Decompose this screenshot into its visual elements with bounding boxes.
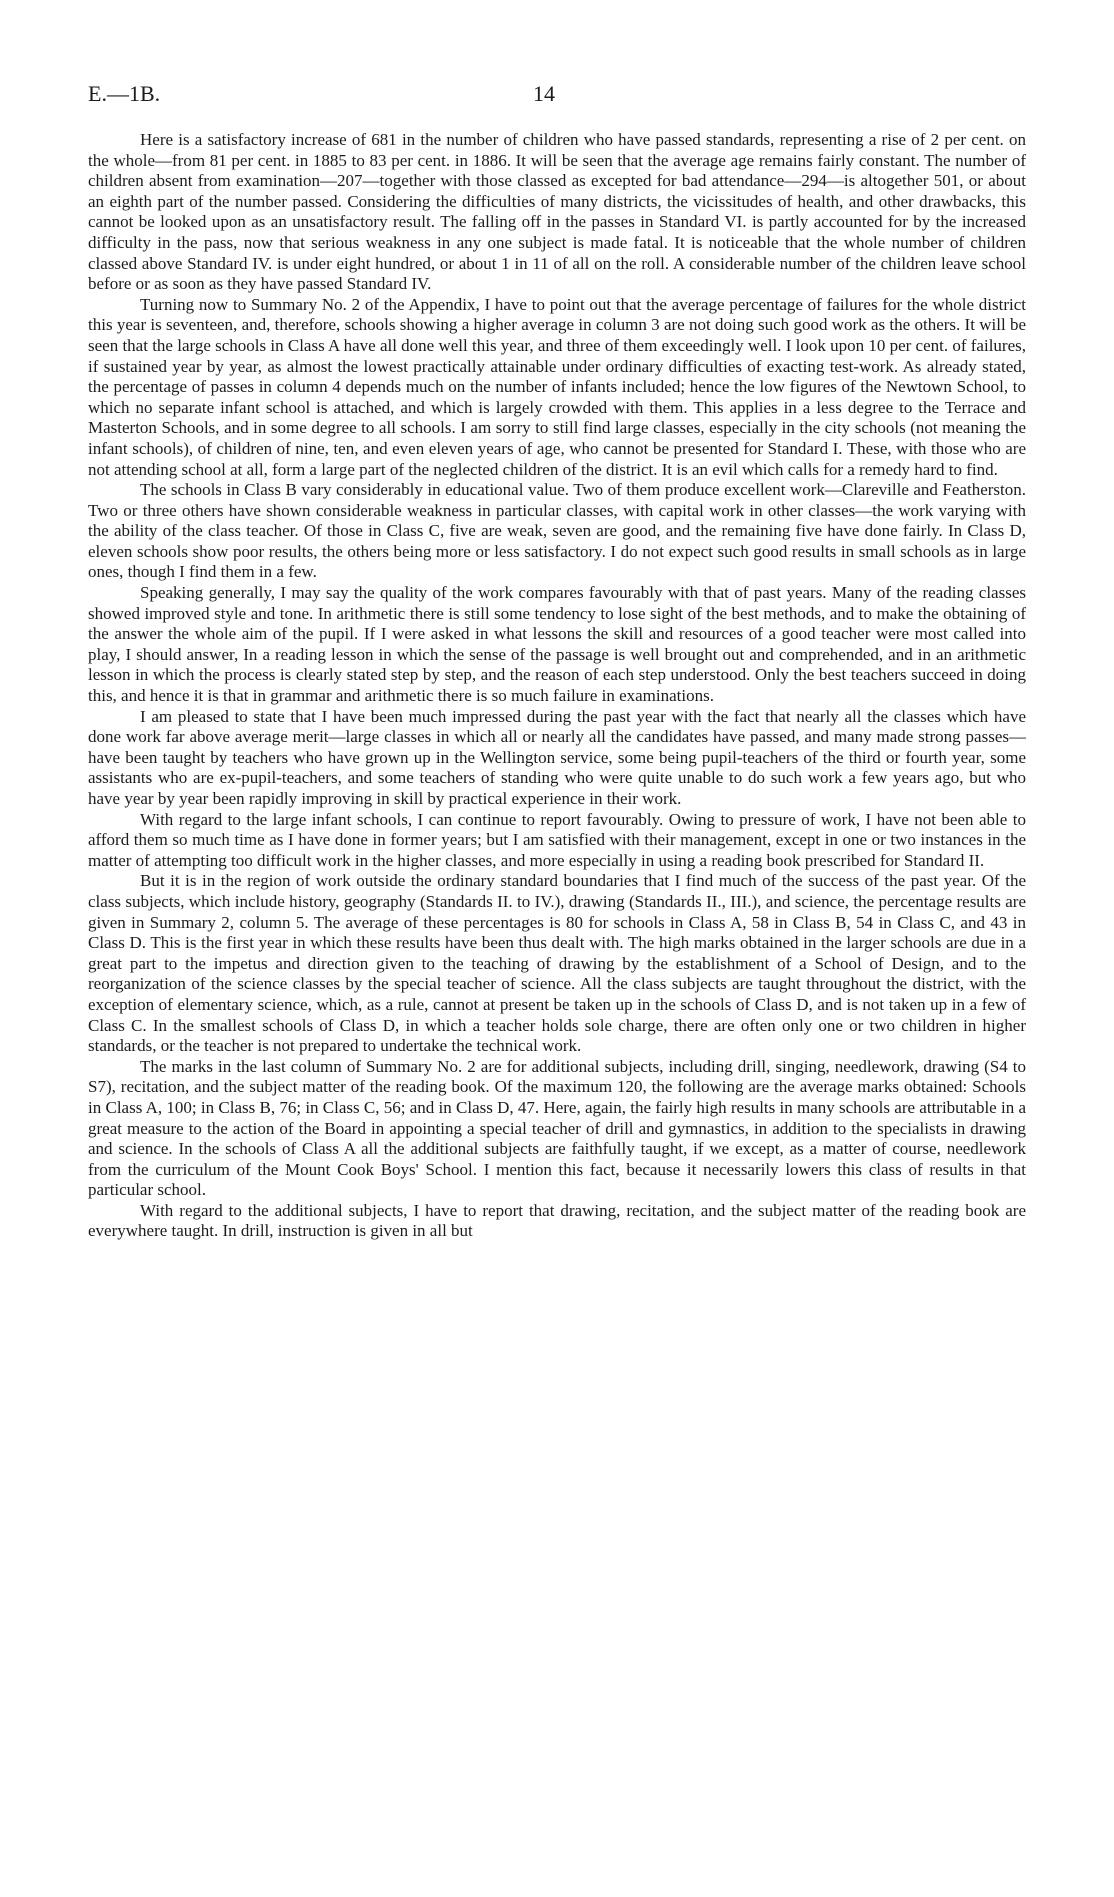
paragraph-class-b-schools: The schools in Class B vary considerably in educational value. Two of them produce excellent work—Clareville and Featherston. Two or three others have shown considerable weakness in particular classes, with capital work in other classes—the work varying with the ability of the class teacher. Of those in Class C, five are weak, seven are good, and the remaining five have done fairly. In Class D, eleven schools show poor results, the others being more or less satisfactory. I do not expect such good results in small schools as in large ones, though I find them in a few. bbox=[88, 480, 1026, 582]
paragraph-additional-marks: The marks in the last column of Summary No. 2 are for additional subjects, including drill, singing, needlework, drawing (S4 to S7), recitation, and the subject matter of the reading book. Of the maximum 120, the following are the average marks obtained: Schools in Class A, 100; in Class B, 76; in Class C, 56; and in Class D, 47. Here, again, the fairly high results in many schools are attributable in a great measure to the action of the Board in appointing a special teacher of drill and gymnastics, in addition to the specialists in drawing and science. In the schools of Class A all the additional subjects are faithfully taught, if we except, as a matter of course, needlework from the curriculum of the Mount Cook Boys' School. I mention this fact, because it necessarily lowers this class of results in that particular school. bbox=[88, 1056, 1026, 1200]
paragraph-standards-passed: Here is a satisfactory increase of 681 in the number of children who have passed standards, representing a rise of 2 per cent. on the whole—from 81 per cent. in 1885 to 83 per cent. in 1886. It will be seen that the average age remains fairly constant. The number of children absent from examination—207—together with those classed as excepted for bad attendance—294—is altogether 501, or about an eighth part of the number passed. Considering the difficulties of many districts, the vicissitudes of health, and other drawbacks, this cannot be looked upon as an unsatisfactory result. The falling off in the passes in Standard VI. is partly accounted for by the increased difficulty in the pass, now that serious weakness in any one subject is made fatal. It is noticeable that the whole number of children classed above Standard IV. is under eight hundred, or about 1 in 11 of all on the roll. A considerable number of the children leave school before or as soon as they have passed Standard IV. bbox=[88, 130, 1026, 294]
paragraph-teachers: I am pleased to state that I have been much impressed during the past year with the fact that nearly all the classes which have done work far above average merit—large classes in which all or nearly all the candidates have passed, and many made strong passes—have been taught by teachers who have grown up in the Wellington service, some being pupil-teachers of the third or fourth year, some assistants who are ex-pupil-teachers, and some teachers of standing who were quite unable to do such work a few years ago, but who have year by year been rapidly improving in skill by practical experience in their work. bbox=[88, 706, 1026, 808]
paragraph-quality-of-work: Speaking generally, I may say the quality of the work compares favourably with that of past years. Many of the reading classes showed improved style and tone. In arithmetic there is still some tendency to lose sight of the best methods, and to make the obtaining of the answer the whole aim of the pupil. If I were asked in what lessons the skill and resources of a good teacher were most called into play, I should answer, In a reading lesson in which the sense of the passage is well brought out and comprehended, and in an arithmetic lesson in which the process is clearly stated step by step, and the reason of each step understood. Only the best teachers succeed in doing this, and hence it is that in grammar and arithmetic there is so much failure in examinations. bbox=[88, 583, 1026, 706]
paragraph-additional-subjects: With regard to the additional subjects, I have to report that drawing, recitation, and the subject matter of the reading book are everywhere taught. In drill, instruction is given in all but bbox=[88, 1200, 1026, 1241]
paragraph-class-subjects: But it is in the region of work outside the ordinary standard boundaries that I find much of the success of the past year. Of the class subjects, which include history, geography (Standards II. to IV.), drawing (Standards II., III.), and science, the percentage results are given in Summary 2, column 5. The average of these percentages is 80 for schools in Class A, 58 in Class B, 54 in Class C, and 43 in Class D. This is the first year in which these results have been thus dealt with. The high marks obtained in the larger schools are due in a great part to the impetus and direction given to the teaching of drawing by the establishment of a School of Design, and to the reorganization of the science classes by the special teacher of science. All the class subjects are taught throughout the district, with the exception of elementary science, which, as a rule, cannot at present be taken up in the schools of Class D, and is not taken up in a few of Class C. In the smallest schools of Class D, in which a teacher holds sole charge, there are often only one or two children in higher standards, or the teacher is not prepared to undertake the technical work. bbox=[88, 871, 1026, 1056]
document-page bbox=[88, 80, 1026, 1242]
page-number: 14 bbox=[533, 81, 555, 106]
paragraph-infant-schools: With regard to the large infant schools, I can continue to report favourably. Owing to pressure of work, I have not been able to afford them so much time as I have done in former years; but I am satisfied with their management, except in one or two instances in the matter of attempting too difficult work in the higher classes, and more especially in using a reading book prescribed for Standard II. bbox=[88, 809, 1026, 870]
report-body bbox=[88, 130, 1026, 1242]
page-header bbox=[88, 80, 1026, 108]
paragraph-summary-failures: Turning now to Summary No. 2 of the Appendix, I have to point out that the average percentage of failures for the whole district this year is seventeen, and, therefore, schools showing a higher average in column 3 are not doing such good work as the others. It will be seen that the large schools in Class A have all done well this year, and three of them exceedingly well. I look upon 10 per cent. of failures, if sustained year by year, as almost the lowest practically attainable under ordinary difficulties of exacting test-work. As already stated, the percentage of passes in column 4 depends much on the number of infants included; hence the low figures of the Newtown School, to which no separate infant school is attached, and which is largely crowded with them. This applies in a less degree to the Terrace and Masterton Schools, and in some degree to all schools. I am sorry to still find large classes, especially in the city schools (not meaning the infant schools), of children of nine, ten, and even eleven years of age, who cannot be presented for Standard I. These, with those who are not attending school at all, form a large part of the neglected children of the district. It is an evil which calls for a remedy hard to find. bbox=[88, 294, 1026, 479]
document-reference: E.—1B. bbox=[88, 81, 161, 106]
